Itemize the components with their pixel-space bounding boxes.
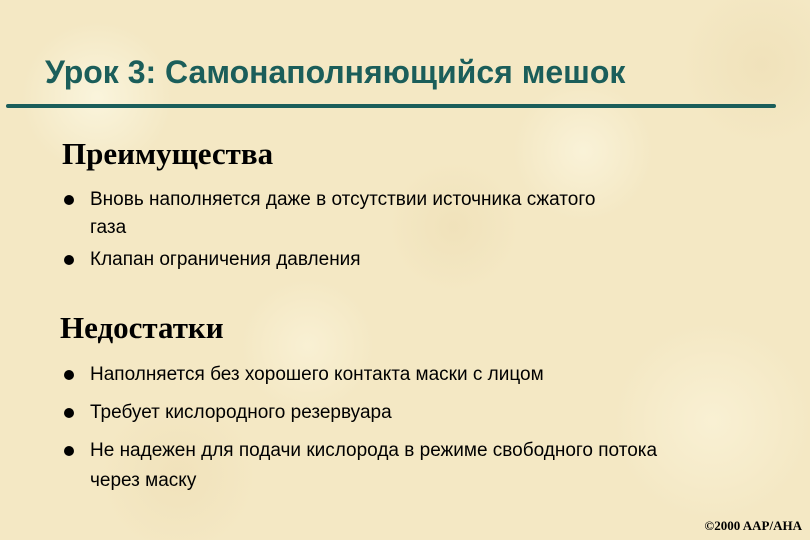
list-item [62,398,702,428]
list-item-text: Не надежен для подачи кислорода в режиме свободного потока через маску [90,440,658,491]
bullet-icon [64,255,74,265]
copyright-notice: ©2000 AAP/AHA [704,518,802,533]
list-item-text: Наполняется без хорошего контакта маски с лицом [90,364,544,385]
list-item-text: Клапан ограничения давления [90,249,361,270]
bullet-icon [64,195,74,205]
list-item-text: Требует кислородного резервуара [90,402,392,423]
title-underline [6,104,776,108]
list-item [62,246,702,274]
disadvantages-heading: Недостатки [60,310,224,345]
list-item [62,436,702,496]
list-item [62,360,702,390]
bullet-icon [64,446,74,456]
slide-title: Урок 3: Самонаполняющийся мешок [45,54,626,90]
disadvantages-list [62,360,702,504]
advantages-heading: Преимущества [62,136,274,171]
bullet-icon [64,370,74,380]
advantages-list [62,186,702,278]
list-item [62,186,702,242]
bullet-icon [64,408,74,418]
list-item-text: Вновь наполняется даже в отсутствии источника сжатого газа [90,189,596,238]
